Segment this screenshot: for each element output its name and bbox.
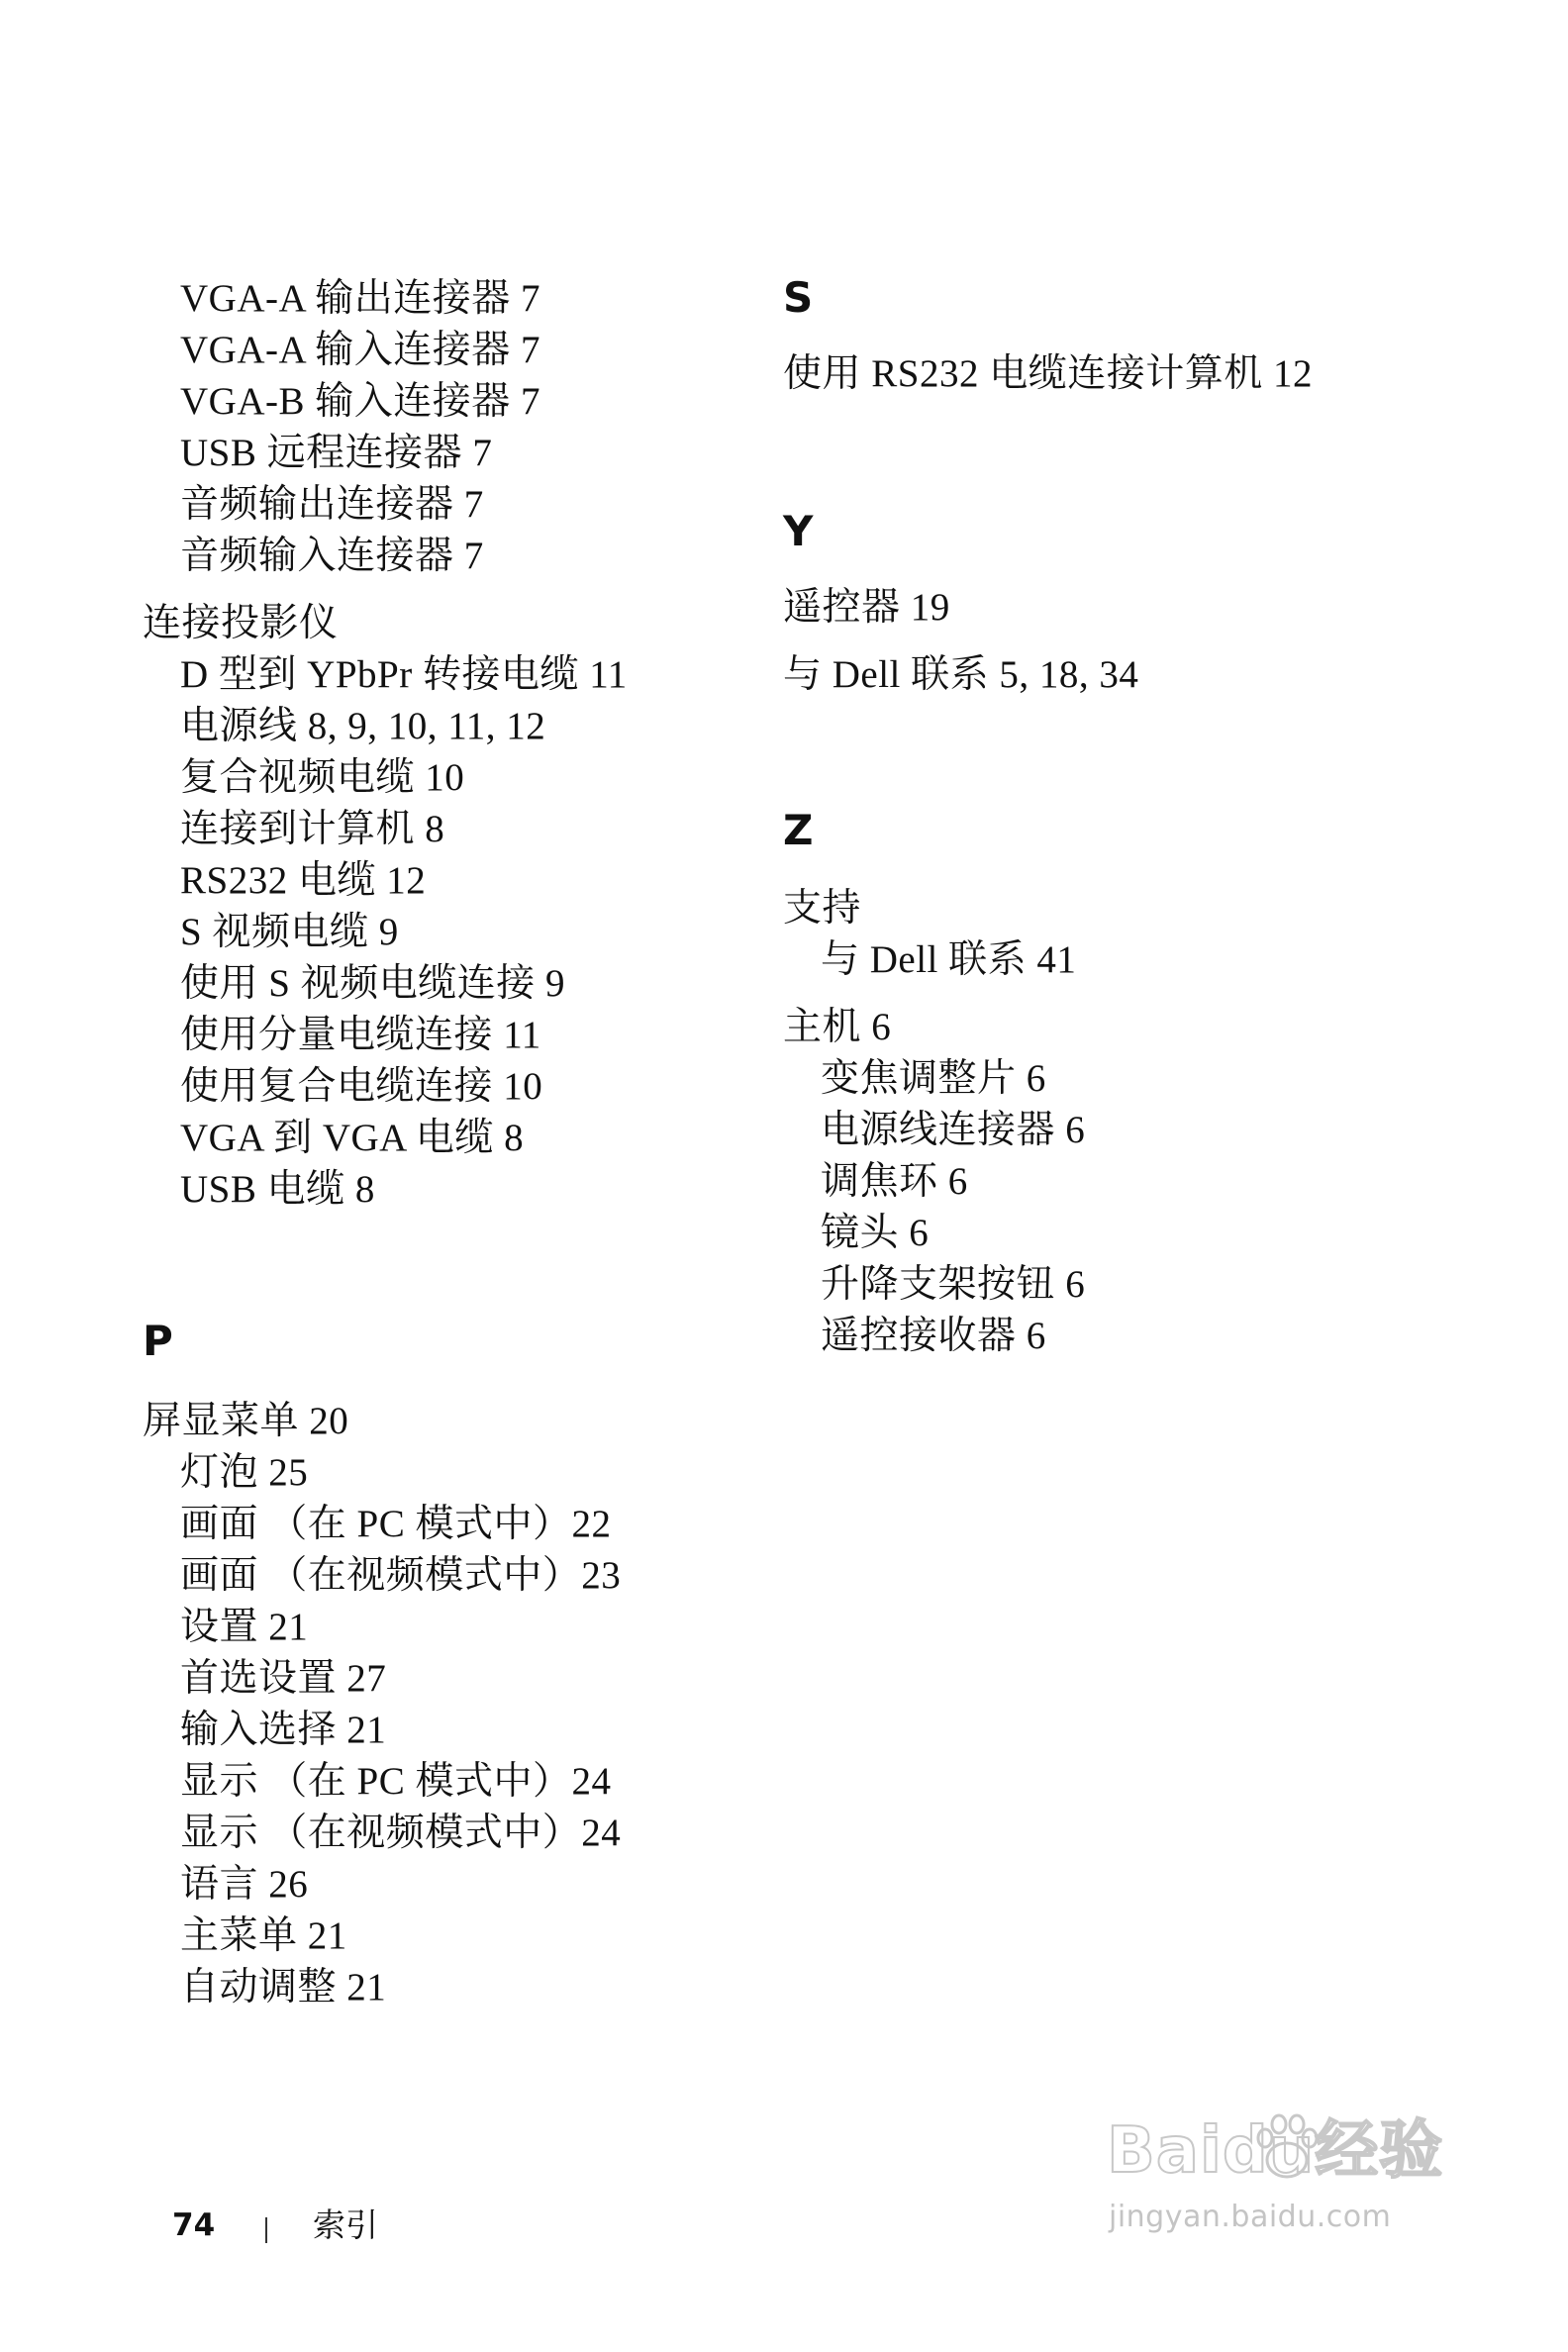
index-entry: 电源线 8, 9, 10, 11, 12	[180, 705, 546, 747]
index-entry: VGA 到 VGA 电缆 8	[180, 1117, 525, 1159]
index-entry: VGA-A 输出连接器 7	[180, 277, 540, 320]
index-entry: 使用分量电缆连接 11	[180, 1014, 541, 1056]
footer-divider	[265, 2217, 267, 2243]
section-letter-p: P	[143, 1317, 173, 1365]
index-entry: 灯泡 25	[180, 1451, 309, 1494]
index-entry-main: 连接投影仪	[143, 602, 339, 644]
index-entry: USB 电缆 8	[180, 1168, 375, 1211]
index-entry: D 型到 YPbPr 转接电缆 11	[180, 653, 628, 696]
page-number: 74	[172, 2207, 216, 2243]
index-entry-main: 与 Dell 联系 5, 18, 34	[783, 653, 1139, 696]
index-entry-main: 使用 RS232 电缆连接计算机 12	[783, 352, 1313, 395]
footer-section-title: 索引	[313, 2205, 378, 2244]
watermark-logo-text: Baidu经验	[1107, 2114, 1444, 2188]
index-entry: USB 远程连接器 7	[180, 432, 493, 474]
section-letter-z: Z	[783, 806, 814, 854]
index-entry: 复合视频电缆 10	[180, 756, 465, 799]
index-entry: 画面 （在 PC 模式中）22	[180, 1503, 612, 1545]
index-entry: 语言 26	[180, 1863, 309, 1906]
index-entry: 使用 S 视频电缆连接 9	[180, 962, 565, 1005]
index-entry: S 视频电缆 9	[180, 911, 399, 953]
index-entry: 设置 21	[180, 1606, 309, 1648]
index-entry: 主菜单 21	[180, 1914, 347, 1957]
index-entry: 显示 （在 PC 模式中）24	[180, 1760, 612, 1803]
index-entry: VGA-A 输入连接器 7	[180, 329, 540, 371]
section-letter-s: S	[783, 273, 814, 322]
index-entry: 自动调整 21	[180, 1966, 387, 2009]
index-entry: 输入选择 21	[180, 1709, 387, 1751]
index-entry: 使用复合电缆连接 10	[180, 1065, 543, 1108]
section-letter-y: Y	[783, 507, 814, 555]
baidu-watermark	[1099, 2108, 1495, 2257]
index-entry-main: 遥控器 19	[783, 586, 950, 629]
index-entry: VGA-B 输入连接器 7	[180, 380, 540, 423]
index-entry: 显示 （在视频模式中）24	[180, 1812, 622, 1854]
index-entry: 电源线连接器 6	[821, 1109, 1086, 1151]
index-entry: RS232 电缆 12	[180, 859, 427, 902]
index-entry: 音频输入连接器 7	[180, 535, 484, 577]
index-entry: 升降支架按钮 6	[821, 1263, 1086, 1306]
index-entry: 遥控接收器 6	[821, 1315, 1046, 1357]
index-entry: 变焦调整片 6	[821, 1057, 1046, 1100]
index-entry-main: 支持	[783, 887, 862, 930]
watermark-url: jingyan.baidu.com	[1109, 2200, 1392, 2234]
index-entry-main: 屏显菜单 20	[143, 1400, 349, 1442]
index-entry: 连接到计算机 8	[180, 808, 445, 850]
index-entry: 与 Dell 联系 41	[821, 938, 1077, 981]
index-entry: 镜头 6	[821, 1212, 930, 1254]
index-entry: 首选设置 27	[180, 1657, 387, 1700]
index-entry: 音频输出连接器 7	[180, 483, 484, 526]
index-entry-main: 主机 6	[783, 1006, 892, 1048]
index-entry: 调焦环 6	[821, 1160, 968, 1203]
index-entry: 画面 （在视频模式中）23	[180, 1554, 622, 1597]
